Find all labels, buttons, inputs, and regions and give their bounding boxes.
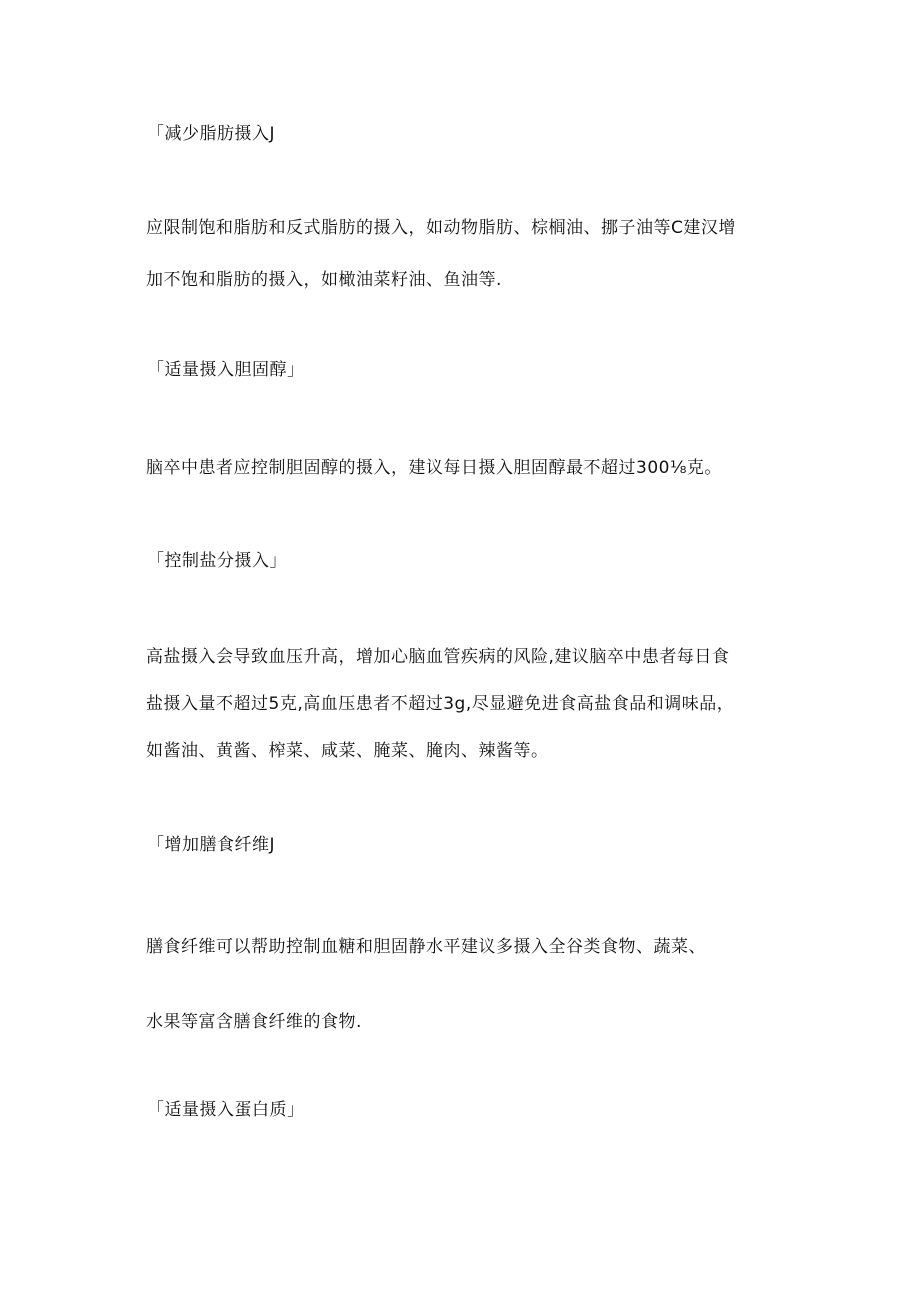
- section-heading-salt: 「控制盐分摄入」: [147, 551, 287, 571]
- paragraph-line: 如酱油、黄酱、榨菜、咸菜、腌菜、腌肉、辣酱等。: [146, 741, 549, 761]
- section-heading-reduce-fat: 「减少脂肪摄入J: [147, 124, 276, 144]
- paragraph-line: 脑卒中患者应控制胆固醇的摄入，建议每日摄入胆固醇最不超过300⅛克。: [146, 458, 722, 478]
- paragraph-line: 加不饱和脂肪的摄入，如橄油菜籽油、鱼油等.: [146, 270, 502, 290]
- section-heading-fiber: 「增加膳食纤维J: [147, 835, 276, 855]
- paragraph-line: 水果等富含膳食纤维的食物.: [146, 1012, 362, 1032]
- paragraph-line: 应限制饱和脂肪和反式脂肪的摄入，如动物脂肪、棕榈油、挪子油等C建汉增: [146, 218, 736, 238]
- paragraph-line: 盐摄入量不超过5克,高血压患者不超过3g,尽显避免进食高盐食品和调味品，: [146, 694, 735, 714]
- paragraph-line: 高盐摄入会导致血压升高，增加心脑血管疾病的风险,建议脑卒中患者每日食: [146, 647, 730, 667]
- section-heading-protein: 「适量摄入蛋白质」: [147, 1100, 305, 1120]
- paragraph-line: 膳食纤维可以帮助控制血糖和胆固静水平建议多摄入全谷类食物、蔬菜、: [146, 937, 706, 957]
- section-heading-cholesterol: 「适量摄入胆固醇」: [147, 360, 305, 380]
